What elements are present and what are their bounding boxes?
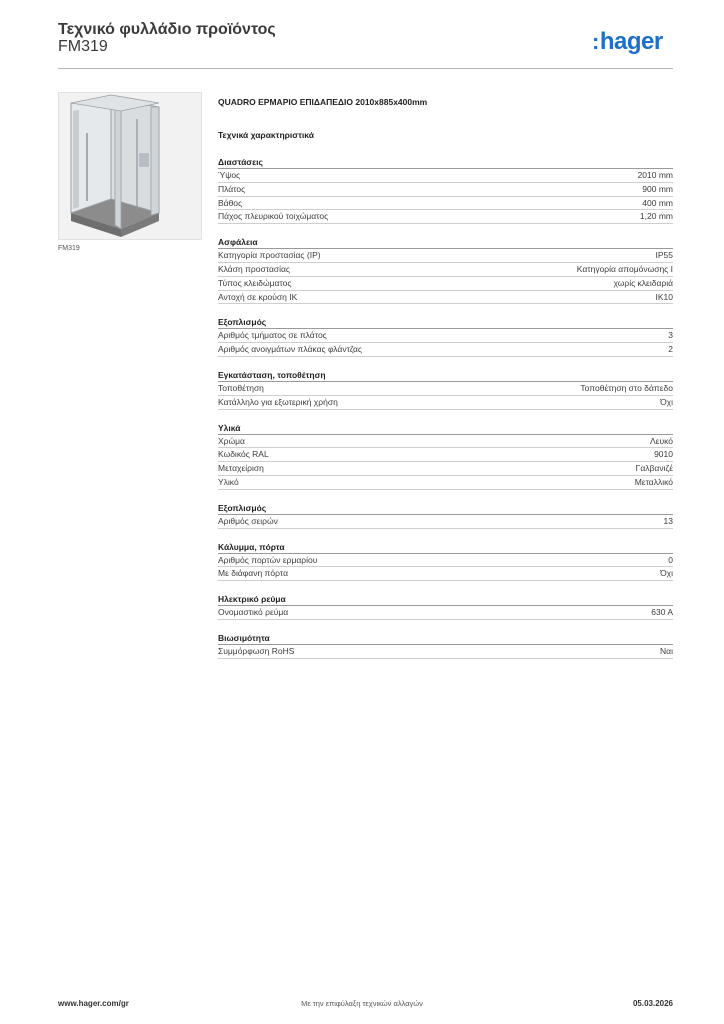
spec-label: Ύψος	[218, 170, 241, 180]
section-title: Ηλεκτρικό ρεύμα	[218, 593, 673, 606]
section-gap	[218, 357, 673, 369]
spec-label: Τοποθέτηση	[218, 382, 264, 393]
spec-label: Κατηγορία προστασίας (IP)	[218, 250, 321, 261]
spec-label: Αντοχή σε κρούση IK	[218, 291, 298, 302]
spec-value: Όχι	[660, 396, 673, 407]
section-gap	[218, 581, 673, 593]
spec-value: 0	[668, 554, 673, 565]
spec-section	[218, 529, 673, 582]
spec-label: Κωδικός RAL	[218, 449, 269, 460]
spec-label: Μεταχείριση	[218, 463, 264, 474]
section-gap	[218, 529, 673, 541]
image-caption: FM319	[58, 245, 80, 252]
spec-row	[218, 343, 673, 357]
section-gap	[218, 620, 673, 632]
spec-row	[218, 183, 673, 197]
spec-value: 2	[668, 344, 673, 355]
section-gap	[218, 224, 673, 236]
footer-date: 05.03.2026	[632, 999, 673, 1008]
spec-heading: Τεχνικά χαρακτηριστικά	[218, 130, 314, 140]
spec-value: χωρίς κλειδαριά	[613, 277, 673, 288]
spec-label: Κλάση προστασίας	[218, 263, 291, 274]
spec-row	[218, 197, 673, 211]
spec-label: Χρώμα	[218, 435, 245, 446]
spec-value: 400 mm	[642, 197, 673, 208]
spec-row	[218, 462, 673, 476]
spec-label: Πλάτος	[218, 183, 246, 194]
section-title: Εγκατάσταση, τοποθέτηση	[218, 369, 673, 382]
spec-label: Με διάφανη πόρτα	[218, 568, 288, 579]
product-title: QUADRO ΕΡΜΑΡΙΟ ΕΠΙΔΑΠΕΔΙΟ 2010x885x400mm	[218, 97, 428, 107]
spec-row	[218, 396, 673, 410]
spec-value: Γαλβανιζέ	[635, 463, 673, 474]
spec-section	[218, 581, 673, 620]
spec-section	[218, 304, 673, 357]
spec-label: Τύπος κλειδώματος	[218, 277, 292, 288]
spec-row	[218, 291, 673, 305]
spec-label: Αριθμός τμήματος σε πλάτος	[218, 330, 327, 341]
spec-label: Βάθος	[218, 197, 243, 208]
spec-value: Τοποθέτηση στο δάπεδο	[580, 382, 673, 393]
spec-sections	[218, 156, 673, 659]
spec-row	[218, 515, 673, 529]
spec-section	[218, 490, 673, 529]
spec-row	[218, 606, 673, 620]
spec-value: 630 A	[651, 607, 673, 618]
spec-row	[218, 567, 673, 581]
spec-value: Κατηγορία απομόνωσης I	[576, 263, 673, 274]
spec-row	[218, 435, 673, 449]
spec-row	[218, 554, 673, 568]
spec-label: Αριθμός πορτών ερμαρίου	[218, 554, 318, 565]
footer-url[interactable]: www.hager.com/gr	[58, 999, 129, 1008]
spec-row	[218, 169, 673, 183]
section-title: Υλικά	[218, 422, 673, 435]
spec-label: Υλικό	[218, 476, 239, 487]
section-title: Ασφάλεια	[218, 236, 673, 249]
section-title: Βιωσιμότητα	[218, 632, 673, 645]
spec-value: Λευκό	[650, 435, 673, 446]
spec-label: Πάχος πλευρικού τοιχώματος	[218, 211, 329, 222]
spec-row	[218, 263, 673, 277]
spec-section	[218, 410, 673, 490]
spec-value: 1,20 mm	[639, 211, 673, 222]
spec-row	[218, 476, 673, 490]
section-title: Εξοπλισμός	[218, 316, 673, 329]
spec-value: IK10	[655, 291, 673, 302]
spec-row	[218, 249, 673, 263]
spec-value: 9010	[654, 449, 673, 460]
spec-label: Αριθμός ανοιγμάτων πλάκας φλάντζας	[218, 344, 363, 355]
spec-value: 900 mm	[642, 183, 673, 194]
spec-row	[218, 210, 673, 224]
spec-value: 13	[663, 515, 673, 526]
spec-row	[218, 645, 673, 659]
spec-label: Αριθμός σειρών	[218, 515, 278, 526]
hager-logo: :hager	[592, 28, 663, 55]
header-divider	[58, 68, 673, 69]
spec-value: 2010 mm	[637, 170, 673, 180]
spec-section	[218, 357, 673, 410]
spec-section	[218, 620, 673, 659]
section-title: Εξοπλισμός	[218, 502, 673, 515]
section-gap	[218, 490, 673, 502]
product-code: FM319	[58, 38, 108, 55]
cabinet-illustration	[59, 93, 201, 239]
spec-row	[218, 382, 673, 396]
spec-value: 3	[668, 330, 673, 341]
section-title: Διαστάσεις	[218, 156, 673, 169]
logo-text: hager	[599, 28, 663, 55]
spec-value: Ναι	[660, 645, 673, 656]
section-gap	[218, 410, 673, 422]
spec-value: Μεταλλικό	[634, 476, 673, 487]
section-title: Κάλυμμα, πόρτα	[218, 541, 673, 554]
spec-value: Όχι	[660, 568, 673, 579]
spec-row	[218, 277, 673, 291]
footer-note: Με την επιφύλαξη τεχνικών αλλαγών	[301, 999, 423, 1008]
floor-cabinet-image	[58, 92, 202, 240]
spec-section	[218, 156, 673, 224]
spec-label: Ονομαστικό ρεύμα	[218, 607, 289, 618]
spec-row	[218, 329, 673, 343]
spec-section	[218, 224, 673, 304]
spec-value: IP55	[655, 250, 673, 261]
spec-row	[218, 448, 673, 462]
spec-label: Κατάλληλο για εξωτερική χρήση	[218, 396, 338, 407]
section-gap	[218, 304, 673, 316]
spec-label: Συμμόρφωση RoHS	[218, 645, 295, 656]
document-title: Τεχνικό φυλλάδιο προϊόντος	[58, 21, 276, 38]
